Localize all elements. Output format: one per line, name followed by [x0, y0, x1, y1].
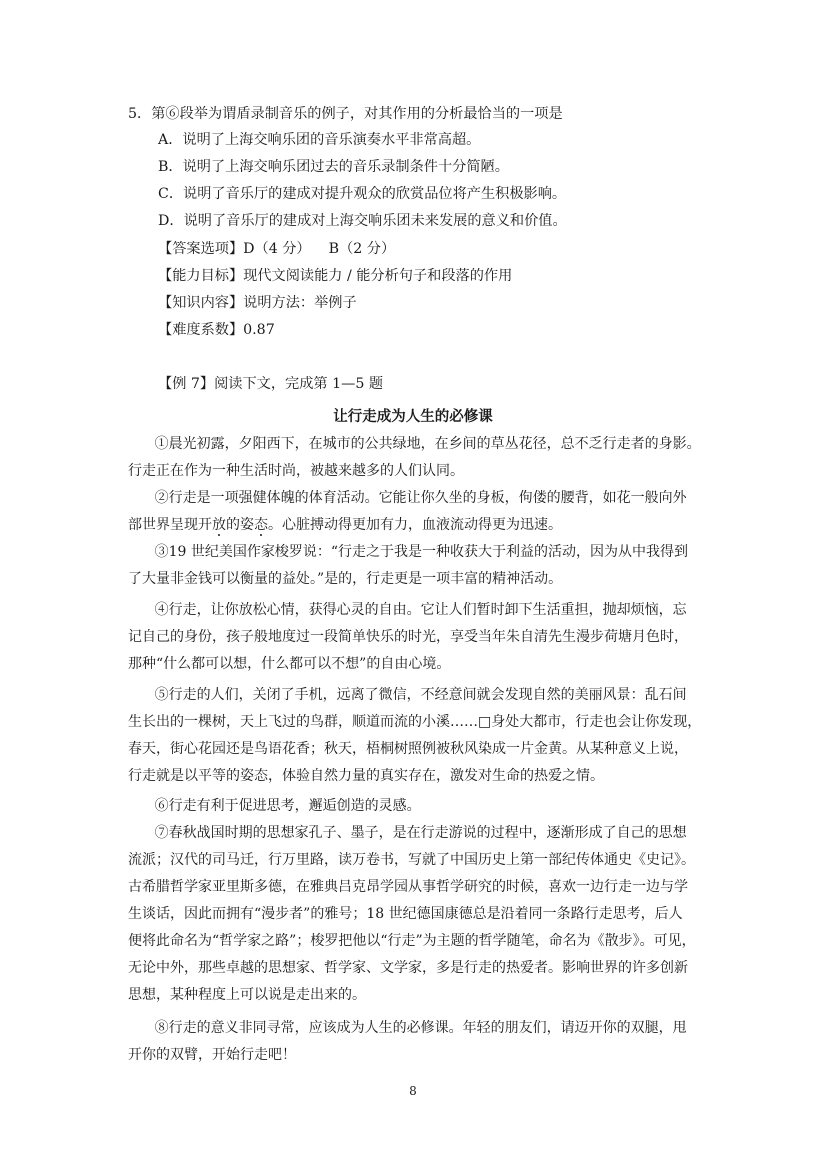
paragraph-line [128, 512, 708, 539]
paragraph-line: 生长出的一棵树，天上飞过的鸟群，顺道而流的小溪……□身处大都市，行走也会让你发现， [128, 714, 702, 730]
question-stem: 5．第⑥段举为谓盾录制音乐的例子，对其作用的分析最恰当的一项是 [128, 106, 563, 122]
paragraph-line: 那种“什么都可以想，什么都可以不想”的自由心境。 [128, 656, 451, 672]
text-run: 部世界呈现开 [128, 517, 212, 533]
option-b: B．说明了上海交响乐团过去的音乐录制条件十分简陋。 [158, 159, 509, 175]
paragraph-line: 无论中外，那些卓越的思想家、哲学家、文学家，多是行走的热爱者。影响世界的许多创新 [128, 960, 688, 976]
answer-line: 【答案选项】D（4 分） B（2 分） [158, 241, 396, 257]
paragraph-line: 思想，某种程度上可以说是走出来的。 [128, 987, 366, 1003]
paragraph-8 [128, 1015, 708, 1069]
paragraph-line: ①晨光初露，夕阳西下，在城市的公共绿地，在乡间的草丛花径，总不乏行走者的身影。 [154, 436, 701, 452]
paragraph-line: 春天，街心花园还是鸟语花香；秋天，梧桐树照例被秋风染成一片金黄。从某种意义上说， [128, 741, 688, 757]
difficulty-line: 【难度系数】0.87 [158, 322, 275, 338]
article-title: 让行走成为人生的必修课 [333, 408, 493, 425]
emphasis-dot-char: 态 [254, 517, 268, 533]
paragraph-line: ⑦春秋战国时期的思想家孔子、墨子，是在行走游说的过程中，逐渐形成了自己的思想 [154, 825, 687, 841]
paragraph-7 [128, 820, 708, 1009]
example-heading: 【例 7】阅读下文，完成第 1—5 题 [158, 376, 384, 392]
paragraph-line: 记自己的身份，孩子般地度过一段简单快乐的时光，享受当年朱自清先生漫步荷塘月色时， [128, 629, 688, 645]
option-c: C．说明了音乐厅的建成对提升观众的欣赏品位将产生积极影响。 [158, 186, 567, 202]
option-a: A．说明了上海交响乐团的音乐演奏水平非常高超。 [158, 132, 481, 148]
paragraph-line: 流派；汉代的司马迁，行万里路，读万卷书，写就了中国历史上第一部纪传体通史《史记》。 [128, 852, 695, 868]
ability-line: 【能力目标】现代文阅读能力 / 能分析句子和段落的作用 [158, 268, 513, 284]
paragraph-line: 行走正在作为一种生活时尚，被越来越多的人们认同。 [128, 463, 464, 479]
page-number: 8 [409, 1084, 417, 1098]
paragraph-4 [128, 597, 708, 678]
paragraph-line: ⑥行走有利于促进思考，邂逅创造的灵感。 [154, 798, 421, 814]
paragraph-5 [128, 682, 708, 790]
text-run: 的姿 [226, 517, 254, 533]
paragraph-line: 开你的双臂，开始行走吧！ [128, 1047, 296, 1063]
paragraph-line: 行走就是以平等的姿态，体验自然力量的真实存在，激发对生命的热爱之情。 [128, 768, 604, 784]
paragraph-line: 生谈话，因此而拥有“漫步者”的雅号；18 世纪德国康德总是沿着同一条路行走思考，后人 [128, 906, 683, 922]
option-d: D．说明了音乐厅的建成对上海交响乐团未来发展的意义和价值。 [158, 213, 567, 229]
knowledge-line: 【知识内容】说明方法：举例子 [158, 295, 357, 311]
paragraph-line: ⑧行走的意义非同寻常，应该成为人生的必修课。年轻的朋友们，请迈开你的双腿，甩 [154, 1020, 687, 1036]
paragraph-line: ④行走，让你放松心情，获得心灵的自由。它让人们暂时卸下生活重担，抛却烦恼，忘 [154, 602, 687, 618]
paragraph-1 [128, 431, 708, 485]
paragraph-line: 古希腊哲学家亚里斯多德，在雅典吕克昂学园从事哲学研究的时候，喜欢一边行走一边与学 [128, 879, 688, 895]
paragraph-line: 了大量非金钱可以衡量的益处。”是的，行走更是一项丰富的精神活动。 [128, 571, 563, 587]
emphasis-dot-char: 放 [212, 517, 226, 533]
paragraph-line: ②行走是一项强健体魄的体育活动。它能让你久坐的身板，佝偻的腰背，如花一般向外 [154, 490, 687, 506]
paragraph-line: 便将此命名为“哲学家之路”；梭罗把他以“行走”为主题的哲学随笔，命名为《散步》。可见， [128, 933, 696, 949]
paragraph-6 [128, 793, 708, 820]
paragraph-3 [128, 539, 708, 593]
paragraph-2 [128, 485, 708, 539]
paragraph-line: ⑤行走的人们，关闭了手机，远离了微信，不经意间就会发现自然的美丽风景：乱石间 [154, 687, 687, 703]
paragraph-line: ③19 世纪美国作家梭罗说：“行走之于我是一种收获大于利益的活动，因为从中我得到 [154, 544, 689, 560]
text-run: 。心脏搏动得更加有力，血液流动得更为迅速。 [268, 517, 562, 533]
